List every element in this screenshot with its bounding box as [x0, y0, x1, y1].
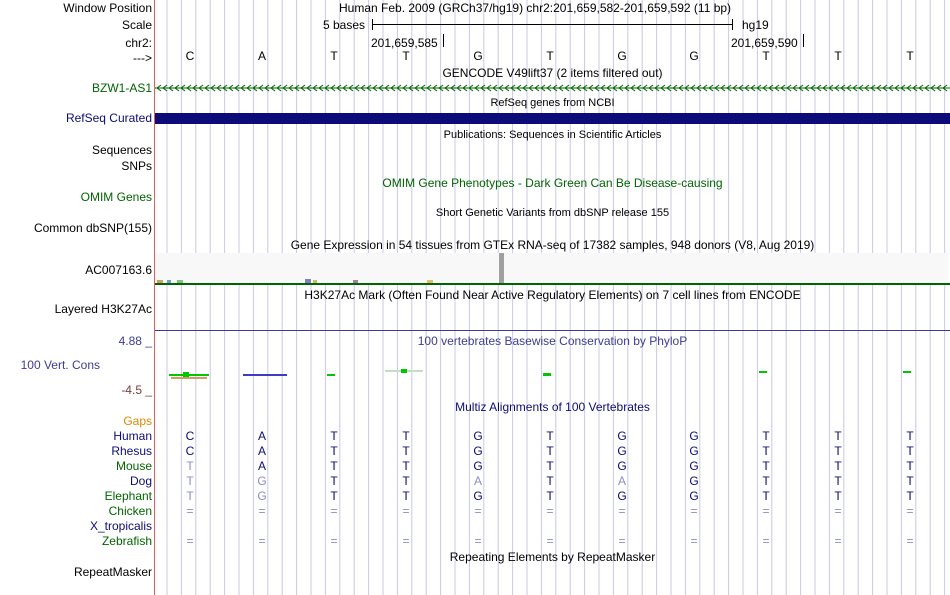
species-label-chicken[interactable]: Chicken — [108, 504, 152, 518]
alignment-base: G — [473, 444, 483, 458]
phylop-min-label: -4.5 _ — [121, 383, 152, 397]
alignment-base: A — [617, 474, 626, 488]
alignment-base: G — [473, 459, 483, 473]
position-text: Human Feb. 2009 (GRCh37/hg19) chr2:201,659,582-201,659,592 (11 bp) — [339, 1, 732, 15]
common-dbsnp-label[interactable]: Common dbSNP(155) — [33, 221, 152, 235]
alignment-base: G — [617, 429, 627, 443]
reference-base: T — [906, 49, 914, 63]
alignment-base: G — [689, 474, 699, 488]
scale-bar-left-tick — [372, 19, 373, 30]
alignment-base: T — [906, 444, 914, 458]
refseq-track-title[interactable]: RefSeq genes from NCBI — [490, 97, 615, 109]
alignment-base: T — [330, 429, 338, 443]
alignment-base: G — [473, 429, 483, 443]
alignment-base: T — [834, 489, 842, 503]
alignment-base: G — [689, 444, 699, 458]
alignment-base: T — [402, 474, 410, 488]
alignment-base: G — [257, 489, 267, 503]
alignment-base: = — [402, 534, 410, 548]
alignment-base: T — [402, 429, 410, 443]
alignment-base: T — [906, 489, 914, 503]
reference-base: T — [834, 49, 842, 63]
omim-track-title[interactable]: OMIM Gene Phenotypes - Dark Green Can Be Disease-causing — [382, 176, 723, 190]
layered-h3k27ac-label[interactable]: Layered H3K27Ac — [54, 302, 152, 316]
alignment-base: A — [257, 459, 266, 473]
window-position-label: Window Position — [63, 1, 152, 15]
reference-base: C — [185, 49, 195, 63]
alignment-base: T — [402, 444, 410, 458]
alignment-base: = — [186, 504, 194, 518]
coord-right-tick — [803, 34, 804, 47]
alignment-base: = — [186, 534, 194, 548]
alignment-base: A — [257, 429, 266, 443]
alignment-base: T — [834, 474, 842, 488]
publications-track-title[interactable]: Publications: Sequences in Scientific Articles — [443, 129, 662, 141]
species-label-elephant[interactable]: Elephant — [104, 489, 152, 503]
alignment-base: = — [906, 504, 914, 518]
alignment-base: T — [546, 459, 554, 473]
alignment-base: T — [402, 459, 410, 473]
omim-genes-label[interactable]: OMIM Genes — [80, 190, 152, 204]
alignment-base: = — [258, 504, 266, 518]
alignment-base: = — [546, 504, 554, 518]
refseq-gene-bar[interactable] — [155, 113, 950, 124]
alignment-base: G — [617, 444, 627, 458]
alignment-base: = — [402, 504, 410, 518]
alignment-base: T — [762, 459, 770, 473]
coord-left: 201,659,585 — [371, 36, 438, 50]
refseq-curated-label[interactable]: RefSeq Curated — [65, 111, 152, 125]
alignment-base: C — [185, 429, 195, 443]
scale-bar-right-tick — [732, 19, 733, 30]
dbsnp-track-title[interactable]: Short Genetic Variants from dbSNP release 155 — [435, 207, 670, 219]
h3k27ac-baseline — [155, 330, 950, 331]
alignment-base: T — [906, 429, 914, 443]
alignment-base: T — [546, 474, 554, 488]
repeatmasker-label[interactable]: RepeatMasker — [73, 565, 152, 579]
species-label-dog[interactable]: Dog — [129, 474, 152, 488]
phylop-conservation-plot[interactable] — [155, 366, 950, 386]
alignment-base: T — [762, 474, 770, 488]
coord-right: 201,659,590 — [731, 36, 798, 50]
sequences-label[interactable]: Sequences — [91, 143, 152, 157]
alignment-base: = — [330, 534, 338, 548]
alignment-base: T — [186, 459, 194, 473]
multiz-track-title[interactable]: Multiz Alignments of 100 Vertebrates — [455, 400, 650, 414]
alignment-base: G — [617, 459, 627, 473]
alignment-base: = — [690, 504, 698, 518]
bzw1-as1-label[interactable]: BZW1-AS1 — [91, 81, 152, 95]
gtex-gene-label[interactable]: AC007163.6 — [85, 263, 152, 277]
phylop-label[interactable]: 100 Vert. Cons — [20, 358, 100, 372]
alignment-base: T — [330, 489, 338, 503]
scale-bar — [372, 24, 732, 25]
reference-base: G — [617, 49, 627, 63]
phylop-max-label: 4.88 _ — [118, 334, 152, 348]
alignment-base: G — [689, 459, 699, 473]
alignment-base: = — [690, 534, 698, 548]
alignment-base: T — [330, 459, 338, 473]
alignment-base: = — [474, 534, 482, 548]
alignment-base: = — [618, 534, 626, 548]
species-label-zebrafish[interactable]: Zebrafish — [101, 534, 152, 548]
alignment-base: T — [834, 444, 842, 458]
alignment-base: A — [257, 444, 266, 458]
reference-base: T — [546, 49, 554, 63]
alignment-base: = — [546, 534, 554, 548]
reference-base: G — [473, 49, 483, 63]
chr-label: chr2: — [125, 36, 152, 50]
alignment-base: = — [906, 534, 914, 548]
species-label-mouse[interactable]: Mouse — [115, 459, 152, 473]
alignment-base: G — [617, 489, 627, 503]
scale-text: 5 bases — [323, 18, 366, 32]
alignment-base: G — [689, 429, 699, 443]
alignment-base: G — [689, 489, 699, 503]
alignment-base: T — [834, 459, 842, 473]
alignment-base: T — [762, 489, 770, 503]
alignment-base: T — [906, 459, 914, 473]
arrow-label: ---> — [133, 51, 152, 65]
alignment-base: T — [762, 429, 770, 443]
alignment-base: = — [618, 504, 626, 518]
alignment-base: G — [257, 474, 267, 488]
h3k27ac-track-title[interactable]: H3K27Ac Mark (Often Found Near Active Regulatory Elements) on 7 cell lines from ENCODE — [304, 288, 801, 302]
snps-label[interactable]: SNPs — [121, 159, 152, 173]
alignment-base: C — [185, 444, 195, 458]
reference-sequence-row — [155, 49, 950, 64]
reference-base: G — [689, 49, 699, 63]
scale-label: Scale — [121, 18, 152, 32]
alignment-base: G — [473, 489, 483, 503]
alignment-base: T — [906, 474, 914, 488]
species-label-x_tropicalis[interactable]: X_tropicalis — [89, 519, 152, 533]
alignment-base: T — [330, 474, 338, 488]
species-label-human[interactable]: Human — [113, 429, 152, 443]
scale-db: hg19 — [742, 18, 769, 32]
gtex-track-title[interactable]: Gene Expression in 54 tissues from GTEx RNA-seq of 17382 samples, 948 donors (V8, Aug 2019) — [290, 238, 815, 252]
alignment-base: = — [762, 504, 770, 518]
gtex-baseline — [155, 283, 950, 285]
reference-base: T — [330, 49, 338, 63]
coord-left-tick — [443, 34, 444, 47]
phylop-track-title[interactable]: 100 vertebrates Basewise Conservation by PhyloP — [417, 334, 688, 348]
alignment-base: = — [474, 504, 482, 518]
reference-base: A — [257, 49, 266, 63]
alignment-base: T — [546, 444, 554, 458]
alignment-base: T — [762, 444, 770, 458]
alignment-base: T — [402, 489, 410, 503]
species-label-rhesus[interactable]: Rhesus — [111, 444, 152, 458]
alignment-base: T — [546, 429, 554, 443]
alignment-base: T — [330, 444, 338, 458]
repeatmasker-track-title[interactable]: Repeating Elements by RepeatMasker — [449, 550, 656, 564]
alignment-base: = — [834, 504, 842, 518]
alignment-base: = — [762, 534, 770, 548]
alignment-base: T — [186, 474, 194, 488]
alignment-base: = — [258, 534, 266, 548]
reference-base: T — [762, 49, 770, 63]
alignment-base: = — [330, 504, 338, 518]
gencode-track-title[interactable]: GENCODE V49lift37 (2 items filtered out) — [442, 66, 663, 80]
reference-base: T — [402, 49, 410, 63]
gaps-label[interactable]: Gaps — [123, 414, 152, 428]
alignment-base: = — [834, 534, 842, 548]
bzw1-as1-gene-track[interactable] — [155, 81, 950, 95]
alignment-base: T — [546, 489, 554, 503]
alignment-base: T — [186, 489, 194, 503]
alignment-base: T — [834, 429, 842, 443]
alignment-base: A — [473, 474, 482, 488]
